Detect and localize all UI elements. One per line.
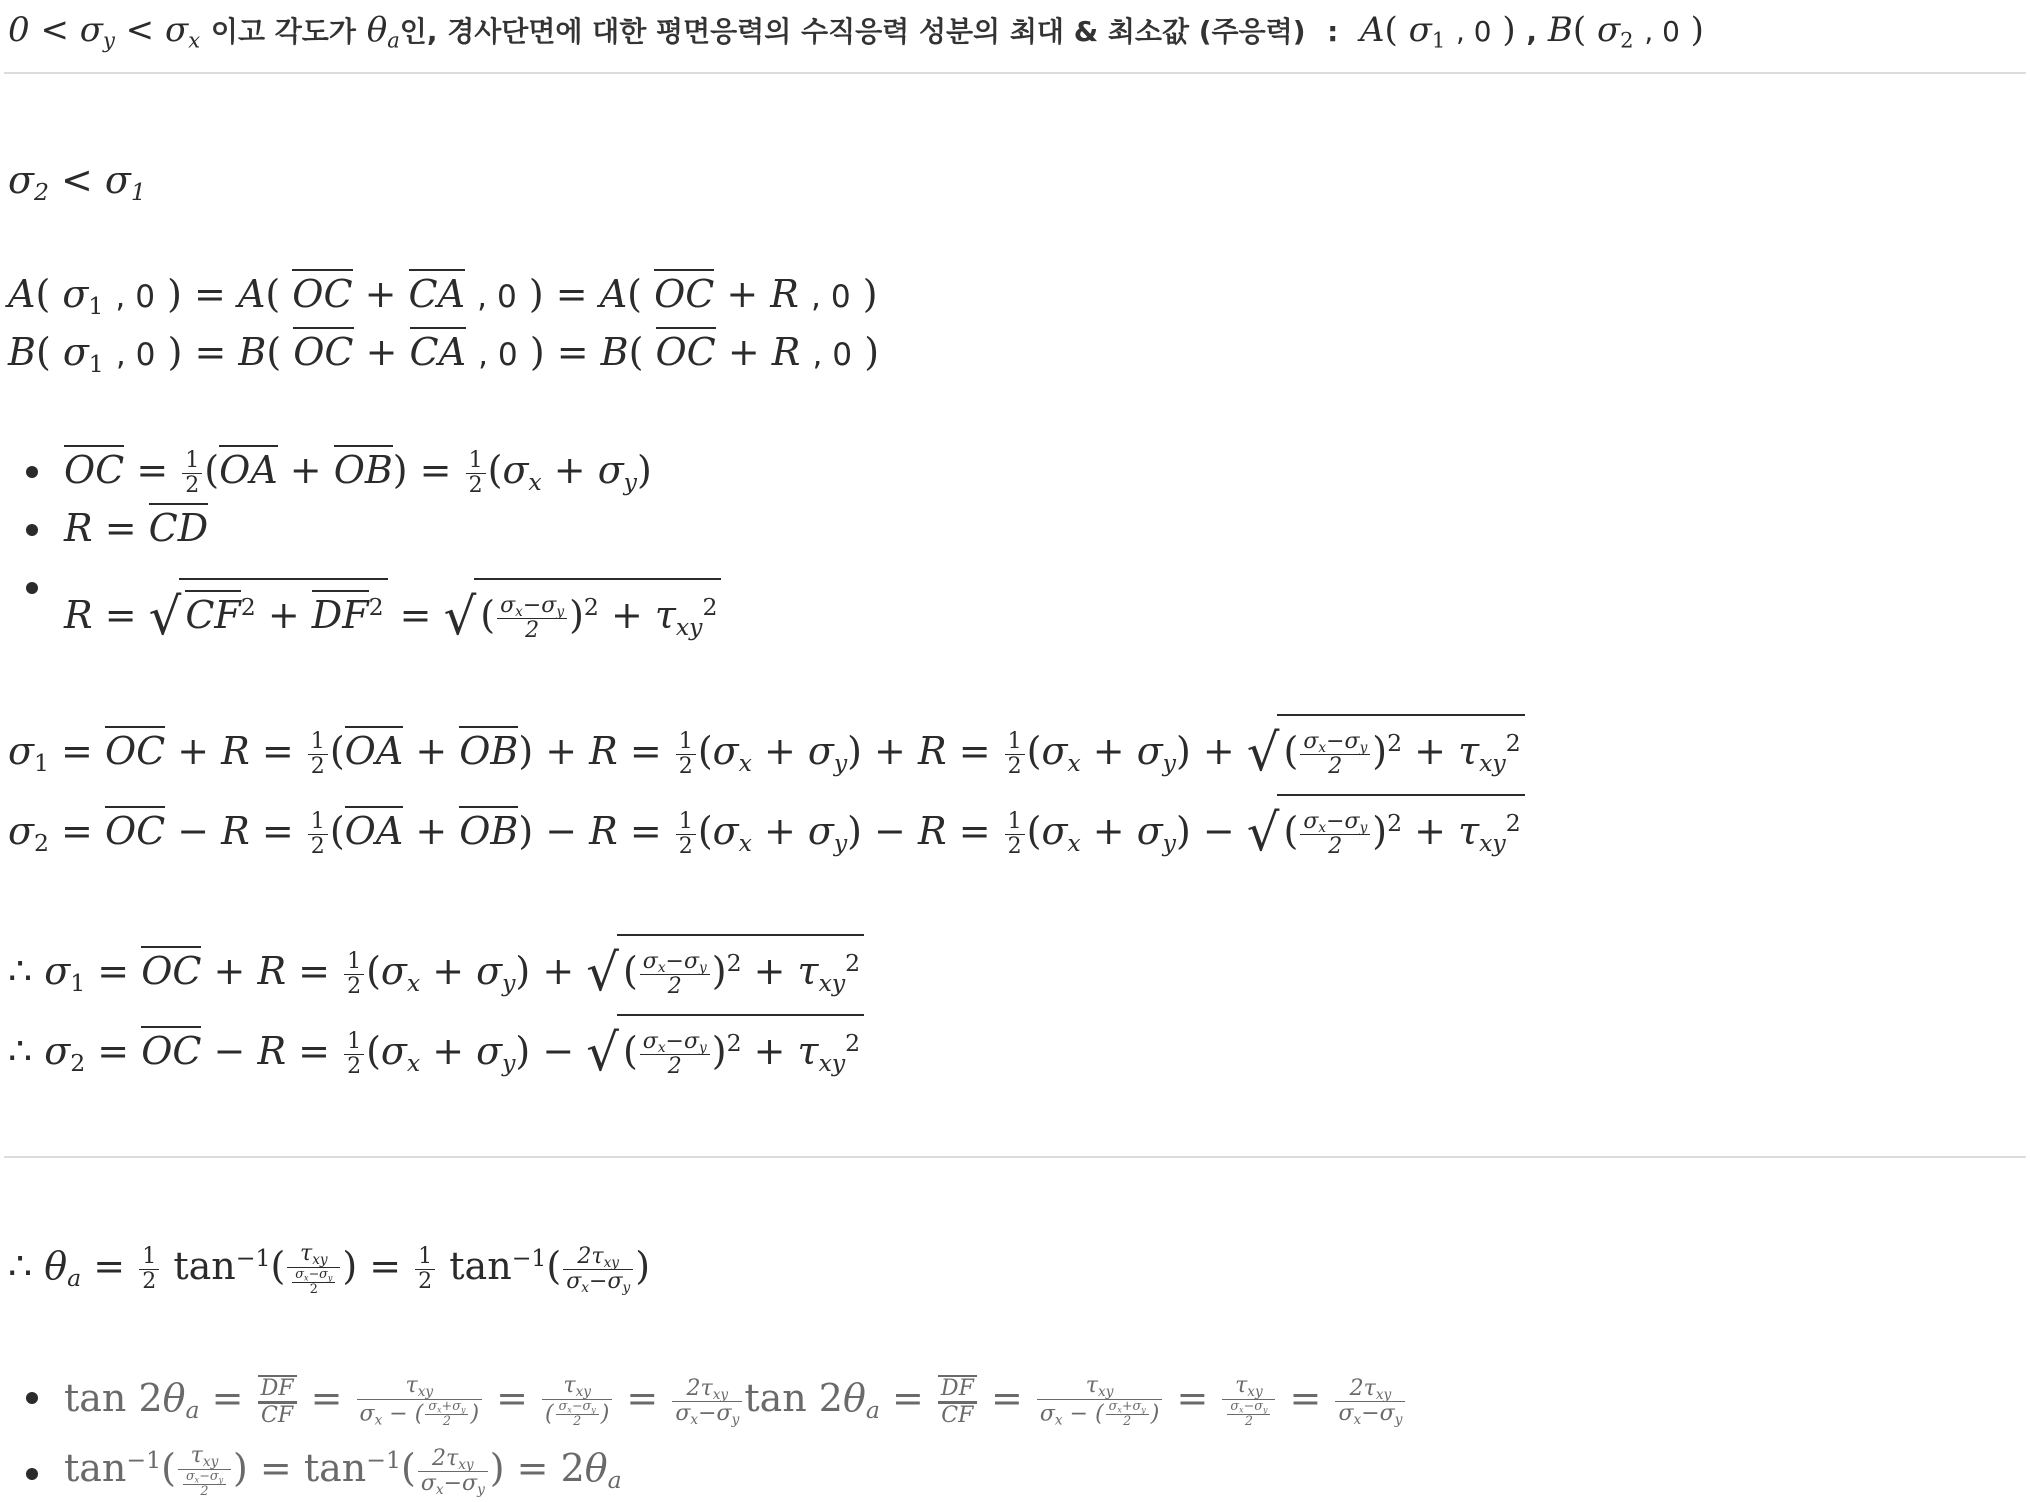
header-point-b: B( $\sigma_2$ , 0 ) (1547, 10, 1704, 53)
eq-point-b: B( $\sigma_1$ , 0 ) = B( OC + CA , 0 ) = B( OC + R , 0 ) (8, 324, 879, 383)
divider-middle (4, 1156, 2026, 1158)
header-colon: : (1327, 15, 1339, 48)
eq-sigma2-chain: $\sigma_2$ = OC − R = $\frac{1}{2}$ (OA + OB) − R = $\frac{1}{2}$ $(\sigma_x + \sigma_y) - R$ = $\frac{1}{2}$ $(\sigma_x + \sigma_y)$ − √ ( $\frac{\sigma_x-\sigma_y}{2}$ )$^2 + \tau_{xy}^2$ (8, 794, 1525, 866)
eq-theta-a: ∴ $\theta_a$ = $\frac{1}{2}$ $\tan^{-1}$( $\tau_{xy}$ $\frac{\sigma_x-\sigma_y}{2}$ ) = $\frac{1}{2}$ $\tan^{-1}$( $2\tau_{xy}$ $\sigma_x-\sigma_y$ ) (8, 1241, 651, 1297)
divider-top (4, 72, 2026, 74)
header-theta: $\theta_a$ (366, 10, 400, 53)
eq-sigma1-chain: $\sigma_1$ = OC + R = $\frac{1}{2}$ (OA + OB) + R = $\frac{1}{2}$ $(\sigma_x + \sigma_y) + R$ = $\frac{1}{2}$ $(\sigma_x + \sigma_y)$ + √ ( $\frac{\sigma_x-\sigma_y}{2}$ )$^2 + \tau_{xy}^2$ (8, 714, 1525, 786)
bullet-dot-1 (26, 466, 38, 478)
header-point-a: A( $\sigma_1$ , 0 ) (1359, 10, 1516, 53)
gray-bullet-dot-1 (26, 1392, 38, 1404)
header-inequality: $0 < \sigma_y < \sigma_x$ (8, 10, 201, 53)
eq-therefore-sigma2: ∴ $\sigma_2$ = OC − R = $\frac{1}{2}$ $(\sigma_x + \sigma_y)$ − √ ( $\frac{\sigma_x-\sigma_y}{2}$ )$^2 + \tau_{xy}^2$ (8, 1014, 864, 1086)
gray-eq-arctan: $\tan^{-1}$( $\tau_{xy}$ $\frac{\sigma_x-\sigma_y}{2}$ ) = $\tan^{-1}$( $2\tau_{xy}$ $\sigma_x-\sigma_y$ ) = $2\theta_a$ (64, 1443, 622, 1499)
eq-therefore-sigma1: ∴ $\sigma_1$ = OC + R = $\frac{1}{2}$ $(\sigma_x + \sigma_y)$ + √ ( $\frac{\sigma_x-\sigma_y}{2}$ )$^2 + \tau_{xy}^2$ (8, 934, 864, 1006)
eq-point-a: A( $\sigma_1$ , 0 ) = A( OC + CA , 0 ) = A( OC + R , 0 ) (8, 266, 878, 325)
header-text-1: 이고 각도가 (210, 15, 356, 48)
bullet-r-cd: R = CD (64, 500, 208, 556)
gray-eq-tan2theta: $\tan 2\theta_a$ = $\frac{DF}{CF}$ = $\tau_{xy}$ $\sigma_x$ − ( $\frac{\sigma_x+\sigma_y}{2}$ ) = $\tau_{xy}$ ( $\frac{\sigma_x-\sigma_y}{2}$ ) = $2\tau_{xy}$ $\sigma_x-\sigma_y$ $\tan 2\theta_a$ = $\frac{DF}{CF}$ = $\tau_{xy}$ $\sigma_x$ − ( $\frac{\sigma_x+\sigma_y}{2}$ ) = $\tau_{xy}$ $\frac{\sigma_x-\sigma_y}{2}$ = $2\tau_{xy}$ $\sigma_x-\sigma_y$ (64, 1362, 1407, 1434)
bullet-oc: OC = $\frac{1}{2}$ (OA + OB) = $\frac{1}{2}$ $(\sigma_x + \sigma_y)$ (64, 442, 652, 498)
header-text-2: 인, 경사단면에 대한 평면응력의 수직응력 성분의 최대 & 최소값 (주응력) (399, 15, 1306, 48)
inequality-line: $\sigma_2 < \sigma_1$ (8, 158, 146, 207)
bullet-dot-2 (26, 524, 38, 536)
gray-bullet-dot-2 (26, 1468, 38, 1480)
header-line (8, 4, 1704, 56)
header-comma: , (1526, 15, 1538, 48)
bullet-dot-3 (26, 582, 38, 594)
bullet-r-sqrt: R = √ $CF^2 + DF^2$ = √ ( $\frac{\sigma_x-\sigma_y}{2}$ )$^2 + \tau_{xy}^2$ (64, 578, 721, 650)
